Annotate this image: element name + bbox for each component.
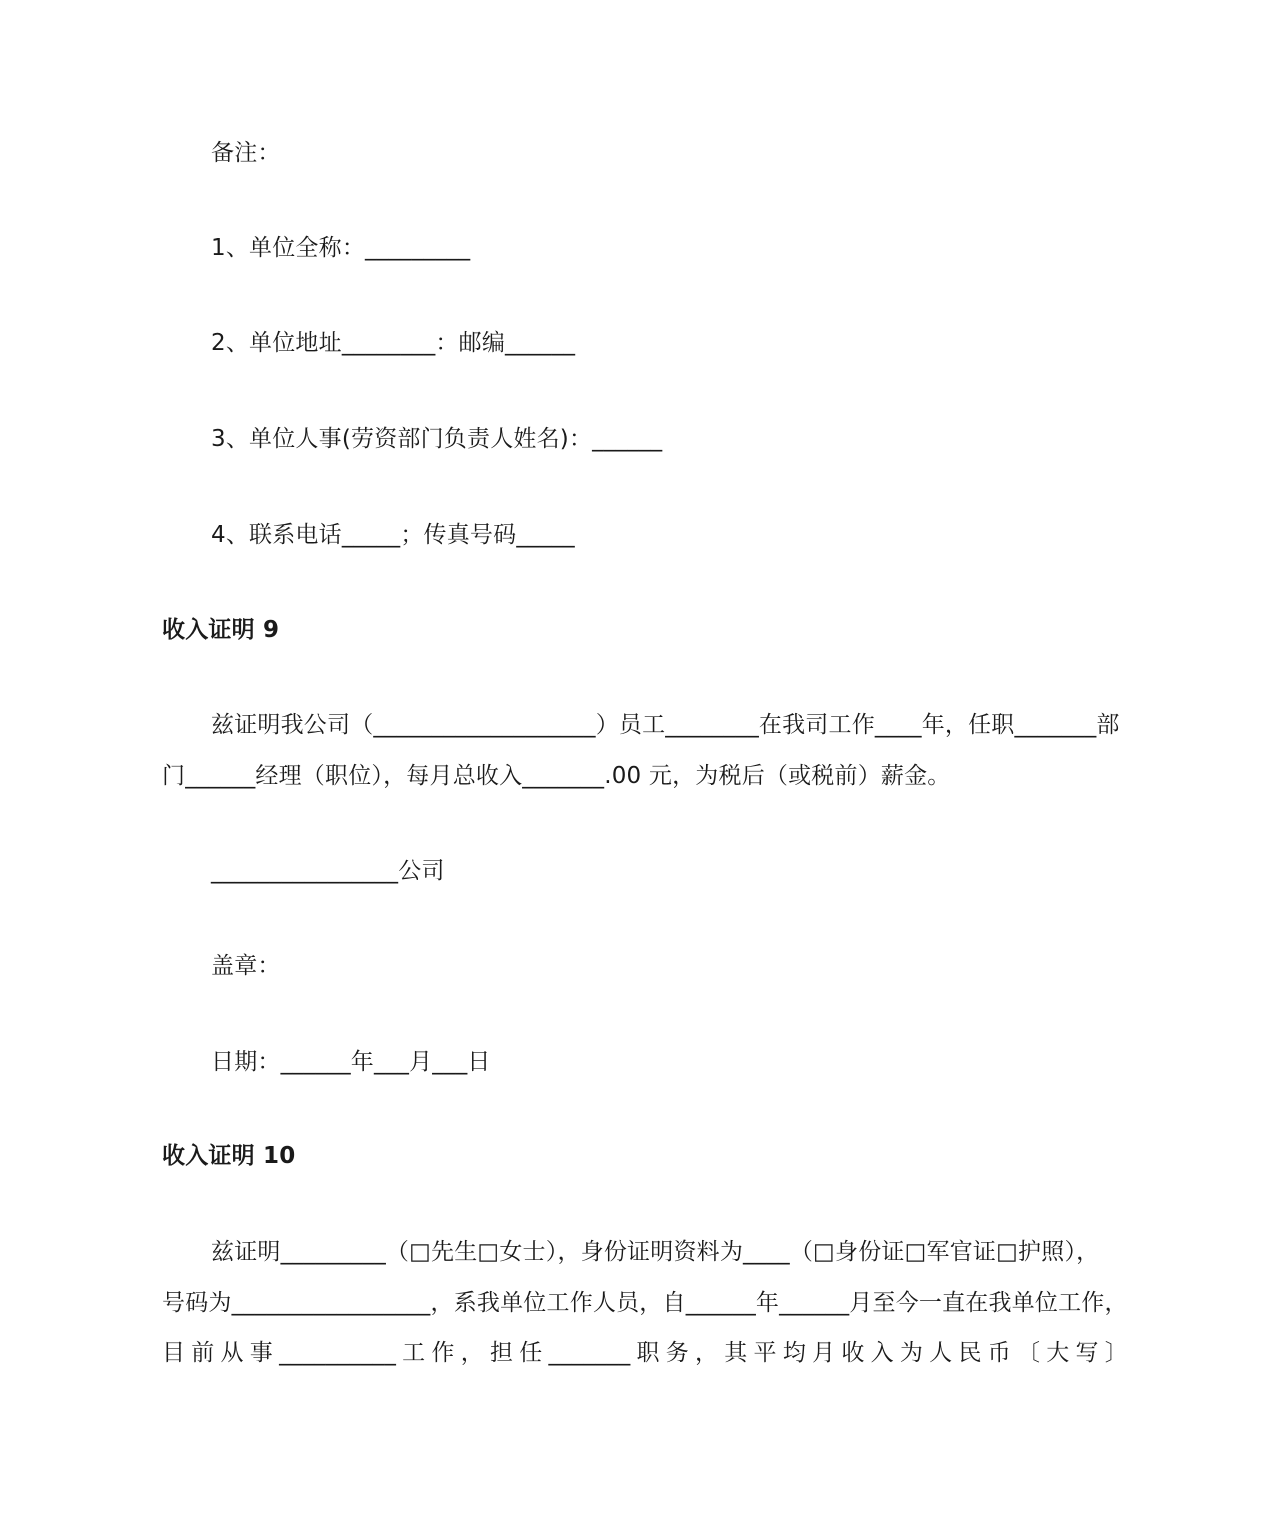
cert10-title: 收入证明 10: [162, 1143, 296, 1169]
cert9-body-line1: 兹证明我公司（___________________）员工________在我司工作____年，任职_______部: [211, 712, 1120, 738]
cert9-body-line2: 门______经理（职位），每月总收入_______.00 元，为税后（或税前）薪金。: [162, 763, 951, 789]
cert9-date: 日期：______年___月___日: [211, 1049, 491, 1075]
cert10-body-line1: 兹证明_________（□先生□女士），身份证明资料为____（□身份证□军官证□护照），: [211, 1239, 1100, 1265]
notes-label: 备注：: [211, 140, 281, 166]
cert9-seal: 盖章：: [211, 953, 281, 979]
note-item-1: 1、单位全称：_________: [211, 235, 471, 261]
note-item-3: 3、单位人事(劳资部门负责人姓名)：______: [211, 426, 663, 452]
note-item-2: 2、单位地址________：邮编______: [211, 330, 576, 356]
cert9-company: ________________公司: [211, 858, 445, 884]
cert10-body-line2: 号码为_________________，系我单位工作人员，自______年______月至今一直在我单位工作，: [162, 1290, 1128, 1316]
cert10-body-line3: 目前从事__________工作，担任_______职务，其平均月收入为人民币〔大写〕: [162, 1340, 1128, 1366]
cert9-title: 收入证明 9: [162, 617, 280, 643]
note-item-4: 4、联系电话_____；传真号码_____: [211, 522, 575, 548]
